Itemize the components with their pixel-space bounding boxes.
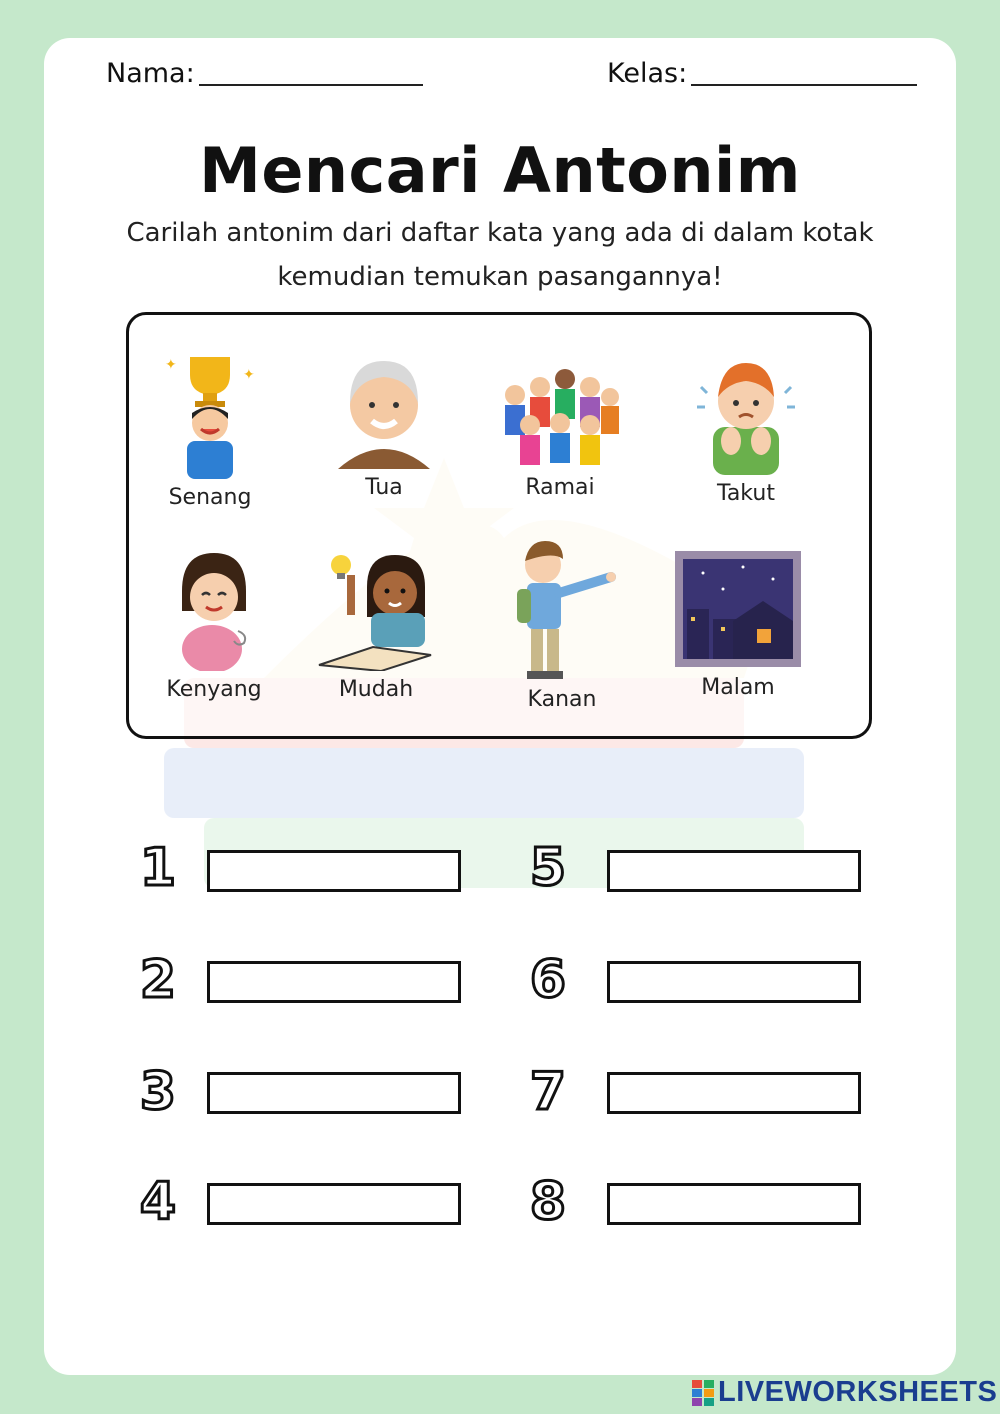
word-box xyxy=(126,312,872,739)
name-input-line[interactable] xyxy=(199,84,423,86)
answer-box-8[interactable] xyxy=(607,1183,861,1225)
student-idea-icon xyxy=(311,547,441,671)
name-label: Nama: xyxy=(106,58,195,89)
answer-number: 3 xyxy=(139,1062,177,1122)
answer-number: 7 xyxy=(529,1062,567,1122)
word-card-kenyang xyxy=(139,551,289,702)
brand-name: LIVEWORKSHEETS xyxy=(718,1376,998,1408)
svg-text:✦: ✦ xyxy=(243,367,255,383)
answer-box-2[interactable] xyxy=(207,961,461,1003)
word-label: Kanan xyxy=(527,687,597,712)
word-label: Kenyang xyxy=(166,677,262,702)
worksheet xyxy=(44,38,956,1375)
word-label: Tua xyxy=(365,475,403,500)
word-card-kanan xyxy=(487,539,637,712)
instruction-line-1: Carilah antonim dari daftar kata yang ada di dalam kotak xyxy=(126,218,874,248)
grandpa-icon xyxy=(334,357,434,469)
word-card-malam xyxy=(663,549,813,700)
word-label: Mudah xyxy=(338,677,414,702)
answer-box-7[interactable] xyxy=(607,1072,861,1114)
lw-grid-icon xyxy=(692,1380,714,1406)
answer-number: 6 xyxy=(529,950,567,1010)
scared-boy-icon xyxy=(691,357,801,475)
answer-box-5[interactable] xyxy=(607,850,861,892)
class-field xyxy=(607,58,917,89)
answer-number: 1 xyxy=(139,838,177,898)
instruction-line-2: kemudian temukan pasangannya! xyxy=(277,262,723,292)
answer-box-1[interactable] xyxy=(207,850,461,892)
word-card-takut xyxy=(671,357,821,506)
answer-number: 2 xyxy=(139,950,177,1010)
name-field xyxy=(106,58,423,89)
liveworksheets-logo xyxy=(692,1376,997,1409)
word-label: Ramai xyxy=(525,475,595,500)
pointing-boy-icon xyxy=(507,539,617,681)
full-girl-icon xyxy=(164,551,264,671)
word-label: Takut xyxy=(717,481,775,506)
class-input-line[interactable] xyxy=(691,84,917,86)
answer-box-3[interactable] xyxy=(207,1072,461,1114)
night-window-icon xyxy=(673,549,803,669)
word-card-ramai xyxy=(485,365,635,500)
word-card-mudah xyxy=(301,547,451,702)
word-label: Malam xyxy=(701,675,775,700)
svg-text:✦: ✦ xyxy=(165,357,177,373)
trophy-kid-icon xyxy=(155,349,265,479)
answer-box-6[interactable] xyxy=(607,961,861,1003)
word-label: Senang xyxy=(168,485,252,510)
word-card-tua xyxy=(309,357,459,500)
crowd-icon xyxy=(495,365,625,469)
answer-number: 5 xyxy=(529,838,567,898)
answer-box-4[interactable] xyxy=(207,1183,461,1225)
word-card-senang xyxy=(135,349,285,510)
page-title: Mencari Antonim xyxy=(199,134,801,207)
answer-number: 8 xyxy=(529,1172,567,1232)
class-label: Kelas: xyxy=(607,58,688,89)
answer-number: 4 xyxy=(139,1172,177,1232)
